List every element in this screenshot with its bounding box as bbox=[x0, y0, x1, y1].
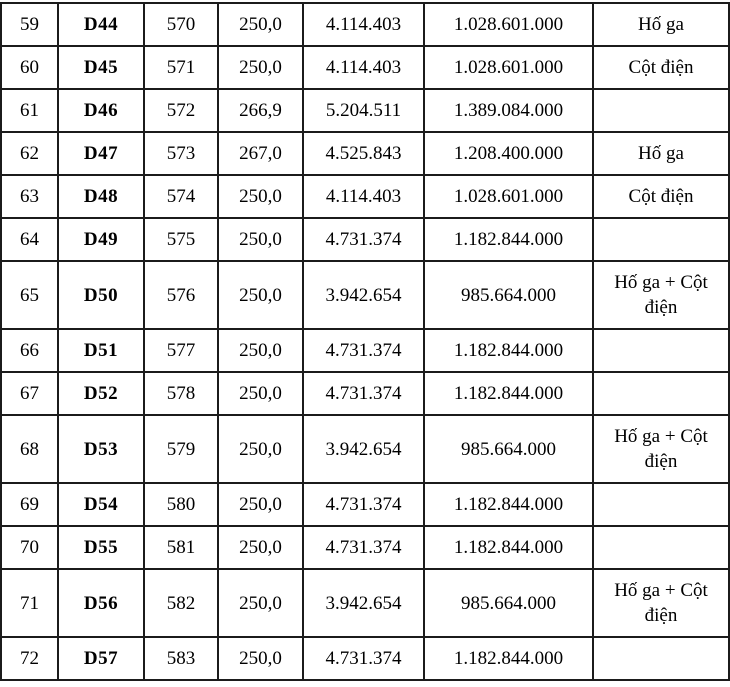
cell-note bbox=[593, 89, 729, 132]
cell-note: Hố ga + Cột điện bbox=[593, 261, 729, 329]
cell-row-number: 66 bbox=[1, 329, 58, 372]
cell-point-number: 580 bbox=[144, 483, 218, 526]
table-row bbox=[1, 261, 729, 329]
cell-total-amount: 1.182.844.000 bbox=[424, 526, 593, 569]
cell-total-amount: 1.182.844.000 bbox=[424, 218, 593, 261]
cell-total-amount: 1.208.400.000 bbox=[424, 132, 593, 175]
cell-length: 267,0 bbox=[218, 132, 303, 175]
cell-note: Hố ga bbox=[593, 3, 729, 46]
cell-row-number: 59 bbox=[1, 3, 58, 46]
cell-note: Hố ga + Cột điện bbox=[593, 569, 729, 637]
cell-length: 250,0 bbox=[218, 175, 303, 218]
table-row bbox=[1, 3, 729, 46]
cell-total-amount: 1.182.844.000 bbox=[424, 372, 593, 415]
cell-point-number: 583 bbox=[144, 637, 218, 680]
cell-length: 250,0 bbox=[218, 483, 303, 526]
cell-row-number: 60 bbox=[1, 46, 58, 89]
cell-row-number: 68 bbox=[1, 415, 58, 483]
cell-note bbox=[593, 526, 729, 569]
cell-row-number: 61 bbox=[1, 89, 58, 132]
cell-point-number: 576 bbox=[144, 261, 218, 329]
table-row bbox=[1, 132, 729, 175]
table-row bbox=[1, 89, 729, 132]
cell-point-number: 581 bbox=[144, 526, 218, 569]
cell-unit-price: 4.731.374 bbox=[303, 218, 424, 261]
cell-length: 250,0 bbox=[218, 372, 303, 415]
table-row bbox=[1, 637, 729, 680]
cell-total-amount: 985.664.000 bbox=[424, 261, 593, 329]
cell-segment-code: D57 bbox=[58, 637, 144, 680]
cell-note bbox=[593, 329, 729, 372]
cell-length: 250,0 bbox=[218, 218, 303, 261]
cell-note bbox=[593, 218, 729, 261]
cell-length: 250,0 bbox=[218, 415, 303, 483]
cell-point-number: 572 bbox=[144, 89, 218, 132]
cell-length: 250,0 bbox=[218, 637, 303, 680]
cell-segment-code: D51 bbox=[58, 329, 144, 372]
cell-unit-price: 4.731.374 bbox=[303, 329, 424, 372]
cell-total-amount: 985.664.000 bbox=[424, 569, 593, 637]
cell-note bbox=[593, 637, 729, 680]
cell-unit-price: 3.942.654 bbox=[303, 261, 424, 329]
cell-point-number: 573 bbox=[144, 132, 218, 175]
cell-length: 250,0 bbox=[218, 569, 303, 637]
cell-row-number: 65 bbox=[1, 261, 58, 329]
table-row bbox=[1, 46, 729, 89]
cell-note: Hố ga bbox=[593, 132, 729, 175]
cell-segment-code: D45 bbox=[58, 46, 144, 89]
table-row bbox=[1, 372, 729, 415]
cell-row-number: 63 bbox=[1, 175, 58, 218]
cell-total-amount: 1.182.844.000 bbox=[424, 329, 593, 372]
cell-segment-code: D44 bbox=[58, 3, 144, 46]
table-row bbox=[1, 569, 729, 637]
cell-length: 250,0 bbox=[218, 46, 303, 89]
cell-note: Hố ga + Cột điện bbox=[593, 415, 729, 483]
cell-unit-price: 4.731.374 bbox=[303, 372, 424, 415]
cell-point-number: 577 bbox=[144, 329, 218, 372]
cell-length: 250,0 bbox=[218, 329, 303, 372]
cell-row-number: 62 bbox=[1, 132, 58, 175]
cell-length: 266,9 bbox=[218, 89, 303, 132]
cell-unit-price: 3.942.654 bbox=[303, 415, 424, 483]
cell-point-number: 574 bbox=[144, 175, 218, 218]
cell-row-number: 67 bbox=[1, 372, 58, 415]
cell-segment-code: D50 bbox=[58, 261, 144, 329]
cell-segment-code: D46 bbox=[58, 89, 144, 132]
table-row bbox=[1, 329, 729, 372]
cell-total-amount: 1.028.601.000 bbox=[424, 175, 593, 218]
cell-note: Cột điện bbox=[593, 46, 729, 89]
cell-point-number: 582 bbox=[144, 569, 218, 637]
cell-segment-code: D52 bbox=[58, 372, 144, 415]
table-row bbox=[1, 218, 729, 261]
price-table bbox=[0, 2, 730, 681]
cell-row-number: 69 bbox=[1, 483, 58, 526]
cell-length: 250,0 bbox=[218, 526, 303, 569]
cell-row-number: 70 bbox=[1, 526, 58, 569]
cell-point-number: 578 bbox=[144, 372, 218, 415]
cell-unit-price: 4.731.374 bbox=[303, 637, 424, 680]
cell-note bbox=[593, 372, 729, 415]
cell-unit-price: 3.942.654 bbox=[303, 569, 424, 637]
cell-row-number: 64 bbox=[1, 218, 58, 261]
cell-segment-code: D47 bbox=[58, 132, 144, 175]
cell-total-amount: 1.182.844.000 bbox=[424, 637, 593, 680]
table-row bbox=[1, 526, 729, 569]
cell-note: Cột điện bbox=[593, 175, 729, 218]
cell-length: 250,0 bbox=[218, 261, 303, 329]
cell-unit-price: 5.204.511 bbox=[303, 89, 424, 132]
cell-unit-price: 4.114.403 bbox=[303, 46, 424, 89]
cell-total-amount: 1.028.601.000 bbox=[424, 3, 593, 46]
cell-length: 250,0 bbox=[218, 3, 303, 46]
cell-total-amount: 985.664.000 bbox=[424, 415, 593, 483]
cell-point-number: 571 bbox=[144, 46, 218, 89]
cell-segment-code: D53 bbox=[58, 415, 144, 483]
document-page bbox=[0, 2, 730, 687]
cell-unit-price: 4.114.403 bbox=[303, 175, 424, 218]
price-table-body bbox=[1, 3, 729, 680]
cell-segment-code: D56 bbox=[58, 569, 144, 637]
table-row bbox=[1, 483, 729, 526]
cell-segment-code: D55 bbox=[58, 526, 144, 569]
cell-unit-price: 4.525.843 bbox=[303, 132, 424, 175]
cell-point-number: 579 bbox=[144, 415, 218, 483]
cell-segment-code: D48 bbox=[58, 175, 144, 218]
cell-total-amount: 1.028.601.000 bbox=[424, 46, 593, 89]
cell-note bbox=[593, 483, 729, 526]
cell-point-number: 575 bbox=[144, 218, 218, 261]
cell-unit-price: 4.114.403 bbox=[303, 3, 424, 46]
table-row bbox=[1, 175, 729, 218]
cell-unit-price: 4.731.374 bbox=[303, 483, 424, 526]
cell-unit-price: 4.731.374 bbox=[303, 526, 424, 569]
cell-total-amount: 1.389.084.000 bbox=[424, 89, 593, 132]
cell-point-number: 570 bbox=[144, 3, 218, 46]
cell-row-number: 71 bbox=[1, 569, 58, 637]
cell-segment-code: D54 bbox=[58, 483, 144, 526]
table-row bbox=[1, 415, 729, 483]
cell-total-amount: 1.182.844.000 bbox=[424, 483, 593, 526]
cell-row-number: 72 bbox=[1, 637, 58, 680]
cell-segment-code: D49 bbox=[58, 218, 144, 261]
